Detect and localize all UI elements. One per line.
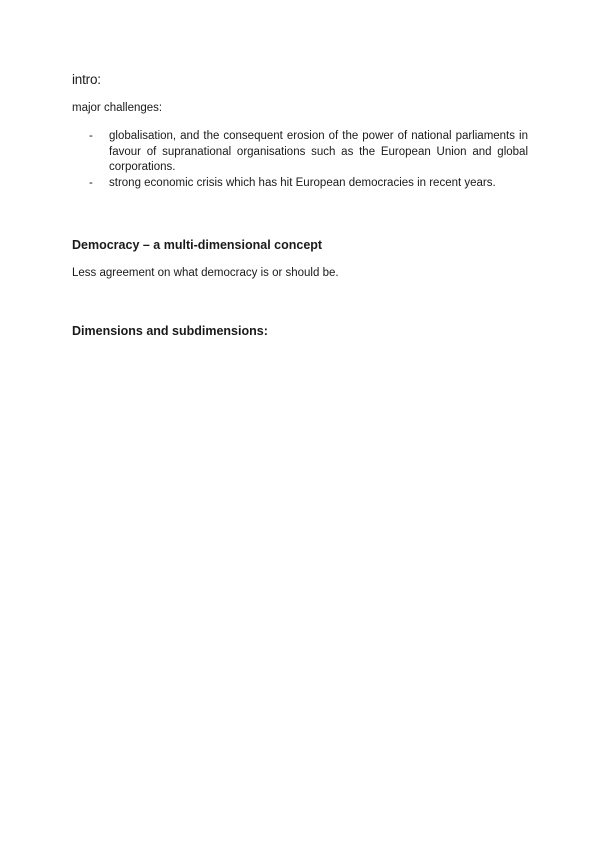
democracy-heading: Democracy – a multi-dimensional concept — [72, 238, 323, 252]
intro-label: intro: — [72, 72, 101, 87]
bullet-dash: - — [89, 130, 93, 142]
list-item-text: strong economic crisis which has hit European democracies in recent years. — [109, 176, 496, 189]
list-item — [72, 176, 528, 192]
list-item-text: globalisation, and the consequent erosion of the power of national parliaments in favour of supranational organisations such as the European Union and global corporations. — [109, 130, 528, 173]
dimensions-heading: Dimensions and subdimensions: — [72, 324, 268, 338]
bullet-dash: - — [89, 176, 93, 189]
democracy-paragraph: Less agreement on what democracy is or should be. — [72, 267, 339, 279]
challenges-list — [72, 129, 528, 191]
challenges-heading: major challenges: — [72, 102, 163, 114]
list-item — [72, 129, 528, 176]
